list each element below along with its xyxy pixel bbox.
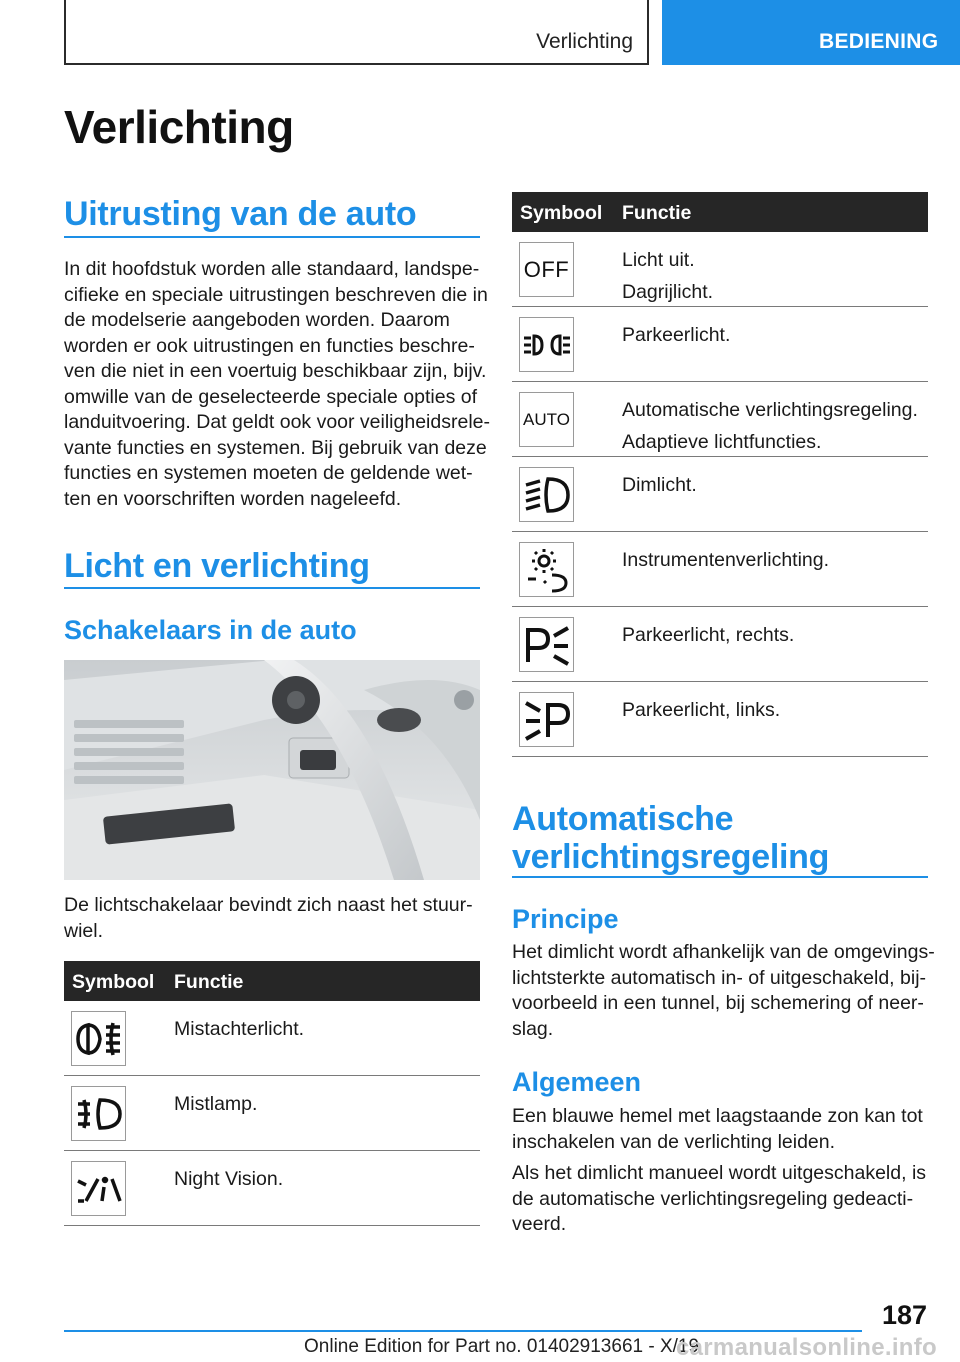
function-text <box>174 1013 304 1045</box>
para-line: cifieke en speciale uitrustingen beschreven die in <box>64 283 488 306</box>
caption-line: wiel. <box>64 919 104 942</box>
table-row <box>64 1001 480 1076</box>
para-line: slag. <box>512 1017 554 1040</box>
footer-edition: Online Edition for Part no. 01402913661 - X/19 <box>304 1336 700 1357</box>
function-line: Licht uit. <box>622 249 695 271</box>
para-line: Als het dimlicht manueel wordt uitgeschakeld, is <box>512 1162 927 1184</box>
table-row <box>512 457 928 532</box>
para-line: veerd. <box>512 1213 567 1235</box>
function-text <box>174 1163 283 1195</box>
table-row <box>512 532 928 607</box>
table-row <box>512 382 928 457</box>
para-line: Een blauwe hemel met laagstaande zon kan tot <box>512 1105 923 1127</box>
para-line: omwille van de geselecteerde speciale opties of <box>64 385 477 408</box>
header-chapter-label: BEDIENING <box>819 30 939 53</box>
function-line: Automatische verlichtingsregeling. <box>622 399 918 421</box>
para-line: inschakelen van de verlichting leiden. <box>512 1130 836 1153</box>
photo-caption <box>64 893 473 944</box>
footer-rule <box>64 1330 862 1332</box>
night-vision-icon <box>71 1161 126 1216</box>
function-text <box>622 244 713 308</box>
off-icon <box>519 242 574 297</box>
heading-automatische <box>512 800 829 876</box>
page-title: Verlichting <box>64 101 294 153</box>
function-text <box>622 469 697 501</box>
function-line: Adaptieve lichtfuncties. <box>622 431 822 453</box>
function-line: Parkeerlicht, rechts. <box>622 624 795 646</box>
function-text <box>622 319 730 351</box>
dashboard-photo <box>64 660 480 880</box>
heading-line: verlichtingsregeling <box>512 838 830 876</box>
header-section-box <box>64 0 649 65</box>
heading-line: Automatische <box>512 800 734 838</box>
col-function-header: Functie <box>174 971 244 993</box>
dashboard-illustration <box>64 660 480 880</box>
col-function-header: Functie <box>622 202 692 224</box>
table-header <box>64 961 480 1001</box>
para-line: functies en systemen moeten de geldende wet- <box>64 462 473 484</box>
table-row <box>64 1076 480 1151</box>
para-line: de automatische verlichtingsregeling gedeacti- <box>512 1187 914 1210</box>
heading-licht: Licht en verlichting <box>64 547 370 585</box>
para-line: worden er ook uitrustingen en functies beschre- <box>64 334 475 357</box>
function-line: Dimlicht. <box>622 474 697 496</box>
heading-rule <box>64 236 480 238</box>
function-text <box>174 1088 257 1120</box>
page-number: 187 <box>882 1300 928 1330</box>
rear-fog-light-icon <box>71 1011 126 1066</box>
function-text <box>622 394 918 458</box>
general-paragraph-2 <box>512 1161 926 1238</box>
table-row <box>512 682 928 757</box>
instrument-lighting-icon <box>519 542 574 597</box>
table-row <box>512 607 928 682</box>
col-symbol-header: Symbool <box>72 971 155 993</box>
subheading-schakelaars: Schakelaars in de auto <box>64 615 357 645</box>
col-symbol-header: Symbool <box>520 202 603 224</box>
para-line: ten en voorschriften worden nageleefd. <box>64 487 402 510</box>
function-text <box>622 544 829 576</box>
para-line: de modelserie aangeboden worden. Daarom <box>64 309 450 331</box>
function-line: Parkeerlicht, links. <box>622 699 781 721</box>
function-line: Night Vision. <box>174 1168 284 1190</box>
table-row <box>512 232 928 307</box>
function-line: Parkeerlicht. <box>622 324 731 346</box>
para-line: Het dimlicht wordt afhankelijk van de omgevings- <box>512 941 935 963</box>
function-text <box>622 619 794 651</box>
principle-paragraph <box>512 940 935 1042</box>
auto-icon <box>519 392 574 447</box>
symbol-table-left <box>64 961 480 1226</box>
header-chapter-tab[interactable] <box>662 0 960 65</box>
para-line: vante functies en systemen. Bij gebruik van deze <box>64 436 487 459</box>
off-icon-text: OFF <box>523 256 570 282</box>
heading-rule <box>512 876 928 878</box>
para-line: landuitvoering. Dat geldt ook voor veiligheidsrele- <box>64 411 490 433</box>
para-line: ven die niet in een voertuig beschikbaar zijn, bijv. <box>64 360 487 382</box>
watermark: carmanualsonline.info <box>676 1334 938 1361</box>
symbol-table-right <box>512 192 928 757</box>
header-section-title: Verlichting <box>536 30 633 53</box>
subheading-principe: Principe <box>512 904 619 934</box>
parking-light-left-icon <box>519 692 574 747</box>
heading-uitrusting: Uitrusting van de auto <box>64 195 417 233</box>
para-line: lichtsterkte automatisch in- of uitgeschakeld, bij- <box>512 966 927 989</box>
table-row <box>512 307 928 382</box>
heading-rule <box>64 587 480 589</box>
table-header <box>512 192 928 232</box>
parking-light-icon <box>519 317 574 372</box>
function-line: Mistlamp. <box>174 1093 258 1115</box>
low-beam-icon <box>519 467 574 522</box>
para-line: In dit hoofdstuk worden alle standaard, landspe- <box>64 258 480 280</box>
caption-line: De lichtschakelaar bevindt zich naast het stuur- <box>64 894 473 916</box>
general-paragraph-1 <box>512 1104 923 1155</box>
para-line: voorbeeld in een tunnel, bij schemering of neer- <box>512 992 924 1014</box>
subheading-algemeen: Algemeen <box>512 1067 642 1097</box>
parking-light-right-icon <box>519 617 574 672</box>
function-line: Mistachterlicht. <box>174 1018 305 1040</box>
table-row <box>64 1151 480 1226</box>
function-line: Dagrijlicht. <box>622 281 714 303</box>
intro-paragraph <box>64 257 490 512</box>
auto-icon-text: AUTO <box>523 409 570 429</box>
function-text <box>622 694 780 726</box>
function-line: Instrumentenverlichting. <box>622 549 830 571</box>
fog-lamp-icon <box>71 1086 126 1141</box>
